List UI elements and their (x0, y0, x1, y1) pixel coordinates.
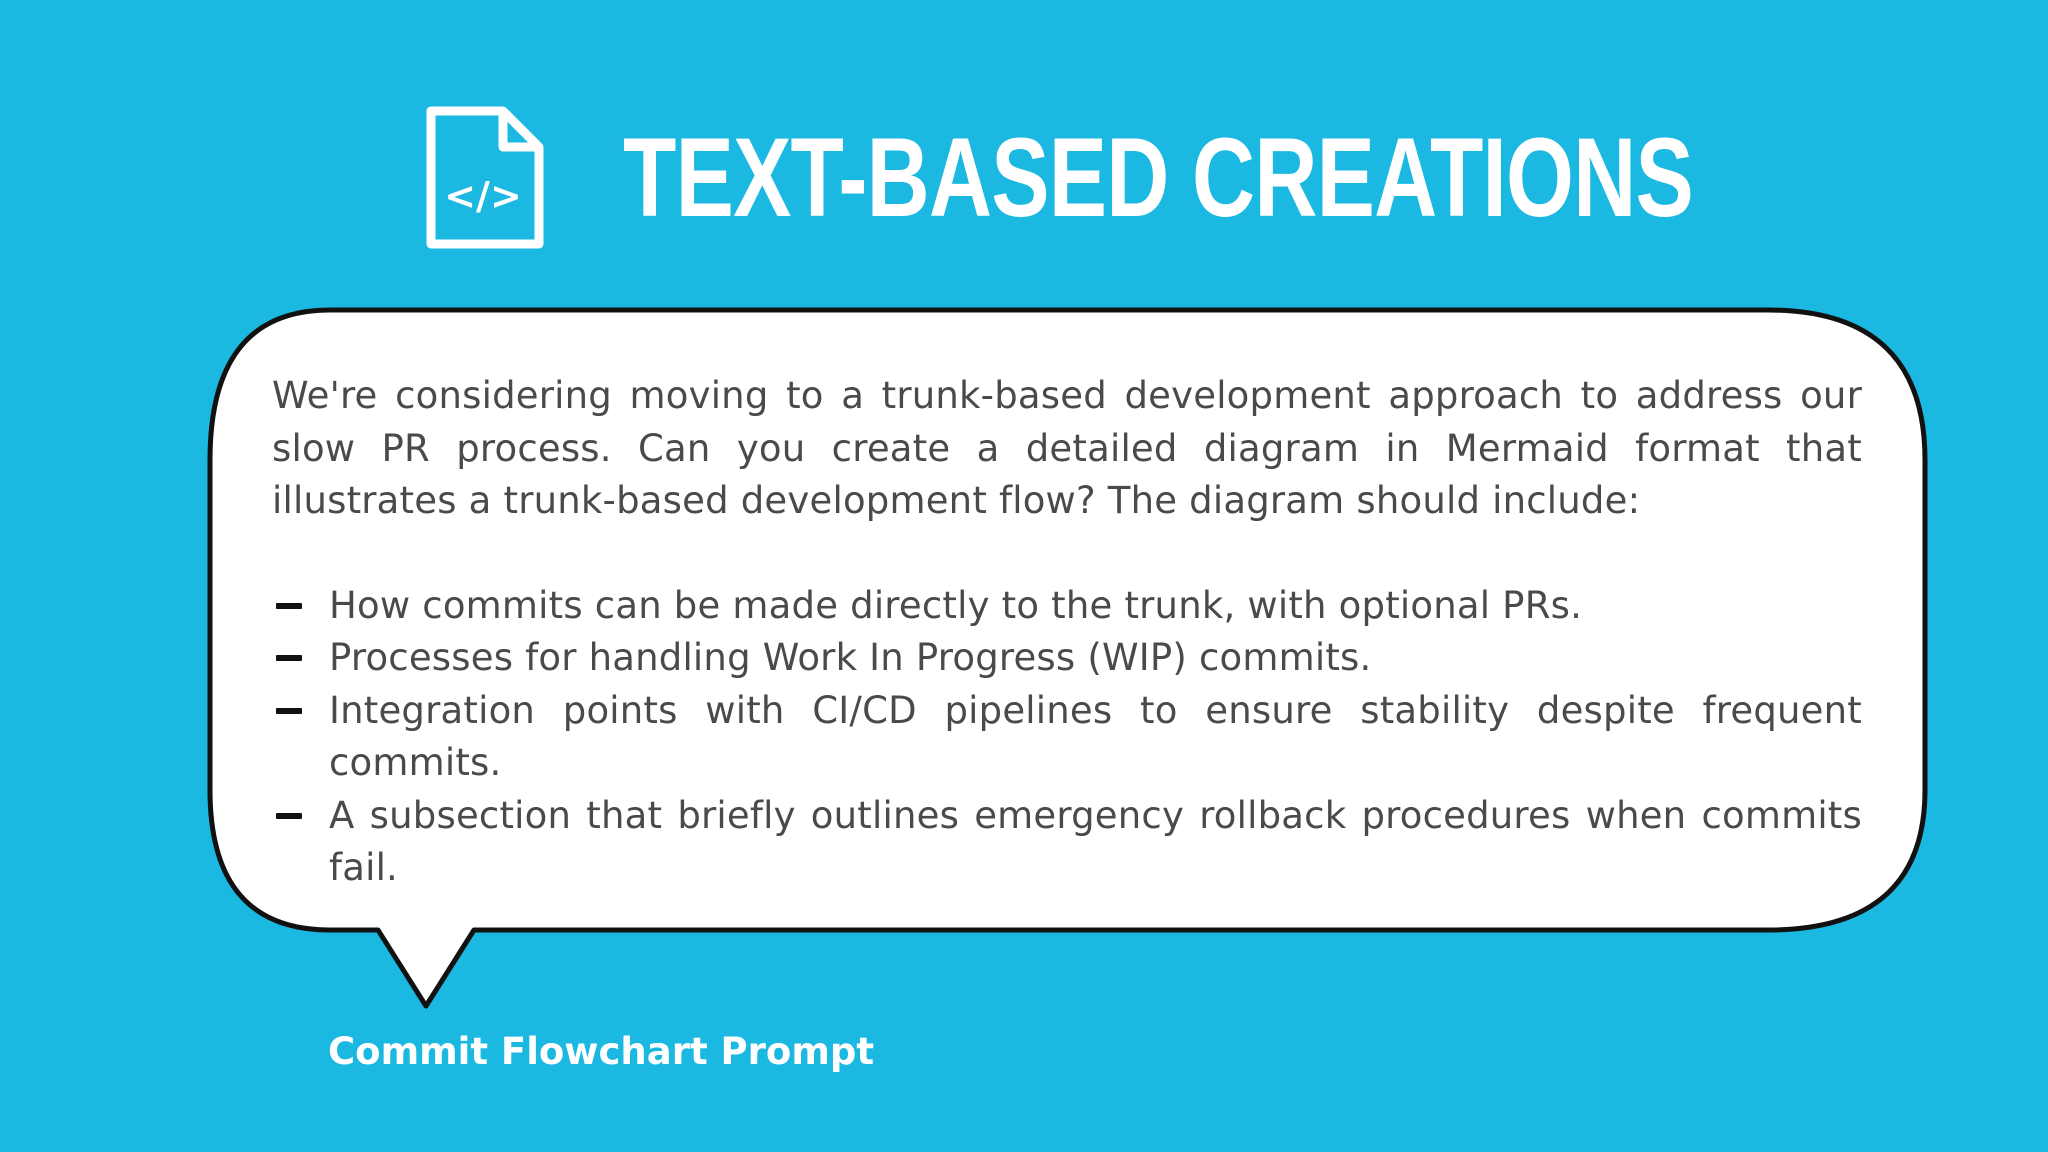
code-glyph: </> (444, 174, 522, 218)
page-title: TEXT-BASED CREATIONS (623, 114, 1694, 240)
list-item-text: A subsection that briefly outlines emergency rollback procedures when commits fail. (329, 793, 1862, 889)
prompt-requirements-list (272, 580, 1862, 895)
list-item-text: Integration points with CI/CD pipelines to ensure stability despite frequent commits. (329, 688, 1862, 784)
dash-bullet-icon (276, 655, 302, 661)
list-item (272, 632, 1862, 685)
bubble-caption: Commit Flowchart Prompt (328, 1030, 875, 1073)
list-item (272, 685, 1862, 790)
list-item-text: How commits can be made directly to the trunk, with optional PRs. (329, 583, 1583, 627)
dash-bullet-icon (276, 708, 302, 714)
dash-bullet-icon (276, 813, 302, 819)
prompt-intro: We're considering moving to a trunk-based development approach to address our slow PR process. Can you create a detailed diagram in Mermaid format that illustrates a trunk-based development flow? The diagram should include: (272, 374, 1862, 522)
dash-bullet-icon (276, 603, 302, 609)
list-item-text: Processes for handling Work In Progress (WIP) commits. (329, 636, 1372, 679)
list-item (272, 790, 1862, 895)
prompt-text (272, 370, 1862, 895)
list-item (272, 580, 1862, 633)
